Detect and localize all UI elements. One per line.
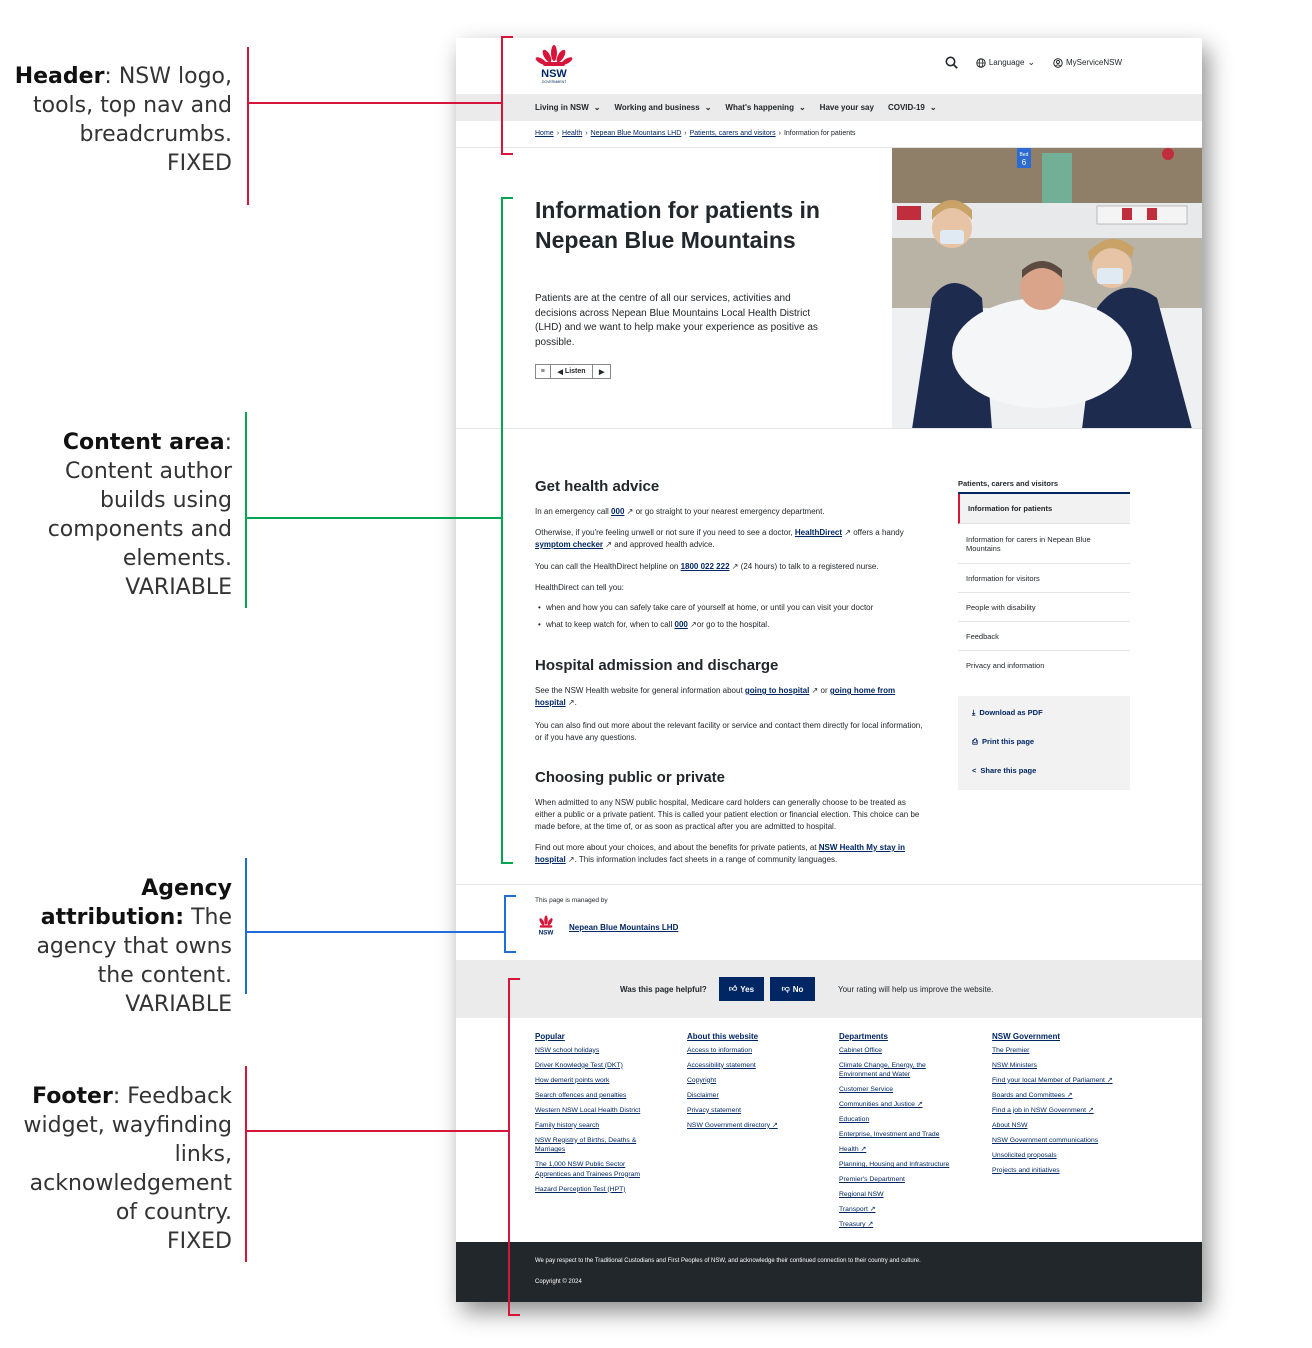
chevron-down-icon: ⌄	[1027, 57, 1035, 67]
symptom-checker-link[interactable]: symptom checker	[535, 540, 604, 549]
going-home-link[interactable]: going home from hospital	[535, 686, 896, 707]
managed-by-label: This page is managed by	[535, 897, 608, 904]
external-link-icon: ↗	[914, 1101, 923, 1108]
going-to-hospital-link[interactable]: going to hospital	[744, 686, 810, 695]
footer-link[interactable]: The 1,000 NSW Public Sector Apprentices and Trainees Program	[535, 1161, 641, 1178]
agency-link[interactable]: Nepean Blue Mountains LHD	[569, 923, 679, 932]
copyright: Copyright © 2024	[535, 1279, 582, 1285]
sidenav-item-disability[interactable]	[958, 593, 1130, 622]
footer-link[interactable]: About NSW	[992, 1121, 1028, 1129]
footer-link[interactable]: Projects and initiatives	[992, 1166, 1060, 1174]
text: what to keep watch for, when to call	[546, 620, 675, 629]
sidenav-item-patients[interactable]	[958, 494, 1130, 524]
no-label: No	[792, 984, 804, 994]
nav-item-living[interactable]	[535, 103, 600, 112]
feedback-note: Your rating will help us improve the website.	[838, 985, 994, 994]
content-bracket-tick	[501, 197, 513, 199]
footer-heading[interactable]: About this website	[687, 1032, 759, 1041]
footer-heading[interactable]: Departments	[839, 1032, 888, 1041]
sidenav-item-visitors[interactable]	[958, 564, 1130, 593]
footer-link[interactable]: Disclaimer	[687, 1091, 719, 1099]
sidenav-item-label: Information for patients	[968, 504, 1053, 513]
content-bracket-connector	[245, 517, 503, 519]
footer-acknowledgement-bar	[456, 1242, 1202, 1302]
footer-heading[interactable]: NSW Government	[992, 1032, 1061, 1041]
footer-heading[interactable]: Popular	[535, 1032, 565, 1041]
footer-link-label: Boards and Committees	[992, 1091, 1065, 1099]
my-stay-link[interactable]: NSW Health My stay in hospital	[535, 843, 905, 864]
annotation-header-tag: FIXED	[166, 151, 232, 176]
footer-link-label: Communities and Justice	[839, 1101, 915, 1108]
footer-link[interactable]: Accessibility statement	[687, 1061, 756, 1069]
footer-column-about	[687, 1032, 827, 1136]
menu-icon[interactable]: ≡	[536, 365, 551, 378]
footer-link[interactable]: NSW Ministers	[992, 1061, 1037, 1069]
footer-link-label: Find your local Member of Parliament	[992, 1076, 1105, 1084]
external-link-icon: ↗	[565, 855, 575, 864]
footer-link-label: Health	[839, 1146, 859, 1153]
yes-label: Yes	[740, 984, 755, 994]
logo-wordmark: NSW	[541, 68, 567, 80]
annotation-footer-tag: FIXED	[166, 1229, 232, 1254]
external-link-icon: ↗	[1104, 1076, 1113, 1084]
sidenav-item-label: Privacy and information	[966, 661, 1045, 670]
agency-logo	[535, 914, 557, 940]
paragraph	[535, 527, 925, 551]
footer-link[interactable]: Unsolicited proposals	[992, 1151, 1057, 1159]
thumbs-up-icon: 👍︎	[728, 984, 738, 993]
nav-item-whats-happening[interactable]	[725, 103, 805, 112]
annotation-footer-text: : Feedback widget, wayfinding links, acknowledgement of country.	[23, 1084, 232, 1225]
text: or go straight to your nearest emergency department.	[633, 507, 825, 516]
download-pdf-button[interactable]	[972, 708, 1116, 737]
header-bracket-span	[501, 36, 503, 155]
chevron-right-icon: ›	[556, 130, 560, 137]
annotation-header	[0, 62, 232, 178]
external-link-icon: ↗	[809, 686, 819, 695]
external-link-icon: ↗	[687, 620, 697, 629]
annotation-footer	[10, 1082, 232, 1256]
print-label: Print this page	[982, 737, 1035, 746]
footer-link[interactable]: Climate Change, Energy, the Environment and Water	[839, 1061, 926, 1078]
breadcrumb-current: Information for patients	[783, 130, 856, 137]
chevron-down-icon: ⌄	[704, 103, 712, 112]
paragraph	[535, 561, 925, 573]
footer-link[interactable]	[839, 1145, 979, 1155]
text: Find out more about your choices, and about the benefits for private patients, at	[535, 843, 819, 852]
paragraph: When admitted to any NSW public hospital, Medicare card holders can generally choose to be treated as either a public or a private patient. This is called your patient election or financial election. This choice can be made before, at the time of, or as soon as practical after you are admitted to hospital.	[535, 798, 920, 831]
hero-image	[892, 148, 1202, 429]
footer-link[interactable]: How demerit points work	[535, 1076, 610, 1084]
nav-item-label: Have your say	[819, 103, 874, 112]
text: offers a handy	[850, 528, 904, 537]
list-item: • when and how you can safely take care of yourself at home, or until you can visit your doctor	[546, 603, 873, 612]
page-preview	[456, 38, 1202, 1302]
agency-bracket-tick	[504, 895, 516, 897]
section-heading: Get health advice	[535, 478, 660, 495]
external-link-icon: ↗	[729, 562, 739, 571]
footer-link[interactable]: Education	[839, 1116, 870, 1123]
divider	[456, 884, 1202, 885]
footer-bracket-tick	[508, 1314, 520, 1316]
annotation-footer-title: Footer	[32, 1084, 113, 1109]
play-icon[interactable]: ▶	[599, 368, 605, 376]
footer-link-label: Treasury	[839, 1221, 866, 1228]
feedback-question: Was this page helpful?	[620, 985, 707, 994]
sidenav-item-label: Feedback	[966, 631, 999, 641]
footer-link[interactable]: Planning, Housing and Infrastructure	[839, 1161, 950, 1168]
chevron-right-icon: ›	[684, 130, 687, 137]
paragraph	[535, 685, 925, 709]
footer-link[interactable]: Cabinet Office	[839, 1046, 882, 1054]
footer-link[interactable]: Search offences and penalties	[535, 1091, 627, 1099]
user-icon	[1053, 58, 1063, 68]
header-bracket-tick	[501, 153, 513, 155]
acknowledgement-of-country: We pay respect to the Traditional Custodians and First Peoples of NSW, and acknowledge their continued connection to their country and culture.	[535, 1258, 921, 1264]
external-link-icon: ↗	[867, 1206, 876, 1213]
nav-item-label: COVID-19	[887, 103, 925, 112]
annotation-agency-title: Agency attribution:	[40, 876, 232, 930]
nav-item-label: Living in NSW	[535, 103, 589, 112]
breadcrumb-home[interactable]: Home	[535, 130, 554, 137]
annotation-content-tag: VARIABLE	[125, 575, 232, 600]
page-tools	[958, 696, 1130, 790]
sidenav-item-privacy[interactable]	[958, 651, 1130, 680]
text: (24 hours) to talk to a registered nurse.	[738, 562, 879, 571]
paragraph: You can also find out more about the relevant facility or service and contact them directly for local information, or if you have any questions.	[535, 721, 923, 742]
footer-link[interactable]: Access to information	[687, 1046, 752, 1054]
divider	[456, 428, 1202, 429]
footer-link[interactable]	[839, 1205, 979, 1215]
nav-item-working[interactable]	[614, 103, 711, 112]
sidenav-item-label: Information for carers in Nepean Blue Mountains	[966, 534, 1091, 553]
download-label: Download as PDF	[979, 708, 1043, 717]
footer-link[interactable]: The Premier	[992, 1046, 1030, 1054]
myservicensw-link[interactable]	[1053, 58, 1122, 68]
annotation-content	[4, 428, 232, 602]
annotation-header-title: Header	[14, 64, 105, 89]
footer-link[interactable]	[687, 1121, 827, 1131]
footer-link[interactable]: Enterprise, Investment and Trade	[839, 1131, 940, 1138]
footer-link[interactable]: Regional NSW	[839, 1191, 884, 1198]
text: or go to the hospital.	[696, 620, 770, 629]
external-link-icon: ↗	[624, 507, 634, 516]
footer-column-nsw-government	[992, 1032, 1132, 1181]
emergency-link[interactable]: 000	[674, 620, 688, 629]
sidenav-item-carers[interactable]	[958, 524, 1130, 564]
sidenav-item-label: People with disability	[966, 602, 1036, 612]
myservicensw-label: MyServiceNSW	[1065, 58, 1122, 67]
text: .	[574, 698, 577, 707]
text: See the NSW Health website for general information about	[535, 686, 745, 695]
chevron-right-icon: ›	[585, 130, 588, 137]
footer-link[interactable]	[839, 1220, 979, 1230]
external-link-icon: ↗	[770, 1121, 778, 1129]
language-selector[interactable]	[976, 57, 1035, 68]
footer-link[interactable]: Driver Knowledge Test (DKT)	[535, 1061, 623, 1069]
agency-bracket-connector	[245, 931, 505, 933]
paragraph	[535, 842, 925, 866]
nav-item-have-your-say[interactable]	[820, 103, 874, 112]
breadcrumb-patients[interactable]: Patients, carers and visitors	[689, 130, 776, 137]
footer-link[interactable]: NSW school holidays	[535, 1046, 600, 1054]
sidenav-item-label: Information for visitors	[966, 573, 1040, 583]
top-navigation	[456, 94, 1202, 121]
chevron-down-icon: ⌄	[929, 103, 937, 112]
nav-item-label: What's happening	[725, 103, 794, 112]
footer-link[interactable]: Customer Service	[839, 1086, 894, 1093]
share-icon: <	[972, 766, 977, 775]
logo-subtitle: GOVERNMENT	[541, 80, 567, 84]
header-bracket-tick	[501, 36, 513, 38]
annotation-agency-tag: VARIABLE	[125, 992, 232, 1017]
page-title: Information for patients in Nepean Blue Mountains	[535, 197, 820, 253]
footer-link[interactable]: Copyright	[687, 1076, 717, 1084]
footer-bracket-connector	[245, 1130, 510, 1132]
footer-bracket-line	[245, 1066, 247, 1262]
breadcrumb-lhd[interactable]: Nepean Blue Mountains LHD	[590, 130, 682, 137]
agency-bracket-line	[245, 858, 247, 994]
footer-bracket-span	[508, 978, 510, 1316]
agency-logo-wordmark: NSW	[538, 929, 554, 937]
chevron-down-icon: ⌄	[593, 103, 601, 112]
agency-bracket-span	[504, 895, 506, 953]
thumbs-down-icon: 👎︎	[781, 984, 790, 993]
annotation-content-text: : Content author builds using components and elements.	[47, 430, 232, 571]
content-bracket-span	[501, 197, 503, 864]
breadcrumb	[535, 130, 856, 137]
feedback-no-button[interactable]	[770, 977, 815, 1001]
footer-link-label: NSW Government directory	[687, 1121, 771, 1129]
footer-link[interactable]: Privacy statement	[687, 1106, 742, 1114]
globe-icon	[976, 58, 986, 68]
paragraph	[535, 506, 925, 518]
footer-link[interactable]	[839, 1100, 979, 1110]
search-icon	[945, 56, 958, 69]
printer-icon: ⎙	[972, 737, 978, 746]
external-link-icon: ↗	[565, 698, 575, 707]
list-item	[546, 620, 769, 629]
bed-sign-label: Bed	[1019, 152, 1029, 158]
text: Otherwise, if you're feeling unwell or not sure if you need to see a doctor,	[535, 528, 795, 537]
annotation-content-title: Content area	[62, 430, 225, 455]
nav-item-covid[interactable]	[888, 103, 937, 112]
breadcrumb-health[interactable]: Health	[562, 130, 583, 137]
language-label: Language	[988, 58, 1025, 67]
listen-button[interactable]	[551, 365, 594, 378]
annotation-agency-text: The agency that owns the content.	[36, 905, 232, 988]
agency-bracket-tick	[504, 951, 516, 953]
footer-link[interactable]: Hazard Perception Test (HPT)	[535, 1185, 626, 1193]
footer-link[interactable]: Premier's Department	[839, 1176, 905, 1183]
external-link-icon: ↗	[1086, 1106, 1094, 1114]
footer-column-popular	[535, 1032, 675, 1200]
footer-link-label: Transport	[839, 1206, 868, 1213]
share-label: Share this page	[980, 766, 1037, 775]
text: . This information includes fact sheets in a range of community languages.	[574, 855, 838, 864]
section-heading: Choosing public or private	[535, 769, 726, 786]
header-bracket-connector	[247, 102, 502, 104]
nsw-logo[interactable]	[535, 44, 573, 86]
healthdirect-link[interactable]: HealthDirect	[794, 528, 843, 537]
header-bracket-line	[247, 47, 249, 205]
listen-player[interactable]	[535, 364, 611, 379]
sidenav-title: Patients, carers and visitors	[958, 479, 1059, 488]
external-link-icon: ↗	[842, 528, 851, 537]
text: You can call the HealthDirect helpline on	[535, 562, 681, 571]
footer-bracket-tick	[508, 978, 520, 980]
page-intro: Patients are at the centre of all our services, activities and decisions across Nepean Blue Mountains Local Health District (LHD) and we want to help make your experience as positive as possible.	[535, 293, 818, 348]
section-heading: Hospital admission and discharge	[535, 657, 779, 674]
paragraph: HealthDirect can tell you:	[535, 583, 624, 592]
footer-link[interactable]: NSW Registry of Births, Deaths & Marriages	[535, 1136, 637, 1153]
footer-link-label: Find a job in NSW Government	[992, 1106, 1087, 1114]
footer-link[interactable]	[992, 1076, 1132, 1086]
nav-item-label: Working and business	[614, 103, 700, 112]
footer-link[interactable]: NSW Government communications	[992, 1136, 1099, 1144]
chevron-down-icon: ⌄	[798, 103, 806, 112]
footer-link[interactable]	[992, 1106, 1132, 1116]
annotation-header-text: : NSW logo, tools, top nav and breadcrumbs.	[33, 64, 232, 147]
download-icon: ⤓	[972, 708, 976, 717]
emergency-link[interactable]: 000	[611, 507, 625, 516]
feedback-yes-button[interactable]	[719, 977, 764, 1001]
bed-sign-number: 6	[1021, 158, 1027, 167]
footer-link[interactable]	[992, 1091, 1132, 1101]
footer-column-departments	[839, 1032, 979, 1235]
annotation-agency	[2, 874, 232, 1019]
content-bracket-tick	[501, 862, 513, 864]
external-link-icon: ↗	[1064, 1091, 1073, 1099]
sidenav	[958, 492, 1130, 680]
search-button[interactable]	[945, 56, 958, 69]
content-bracket-line	[245, 412, 247, 608]
header-tools	[945, 56, 1122, 69]
text: In an emergency call	[535, 507, 612, 516]
text: and approved health advice.	[611, 540, 715, 549]
helpline-link[interactable]: 1800 022 222	[680, 562, 730, 571]
footer-link[interactable]: Western NSW Local Health District	[535, 1106, 641, 1114]
chevron-right-icon: ›	[778, 130, 781, 137]
speaker-icon: ◀	[557, 368, 563, 376]
feedback-widget	[456, 960, 1202, 1018]
print-button[interactable]	[972, 737, 1116, 766]
text: or	[818, 686, 830, 695]
external-link-icon: ↗	[858, 1146, 867, 1153]
share-button[interactable]	[972, 766, 1116, 795]
sidenav-item-feedback[interactable]	[958, 622, 1130, 651]
external-link-icon: ↗	[865, 1221, 874, 1228]
external-link-icon: ↗	[603, 540, 612, 549]
listen-label: Listen	[564, 368, 586, 375]
footer-link[interactable]: Family history search	[535, 1121, 600, 1129]
